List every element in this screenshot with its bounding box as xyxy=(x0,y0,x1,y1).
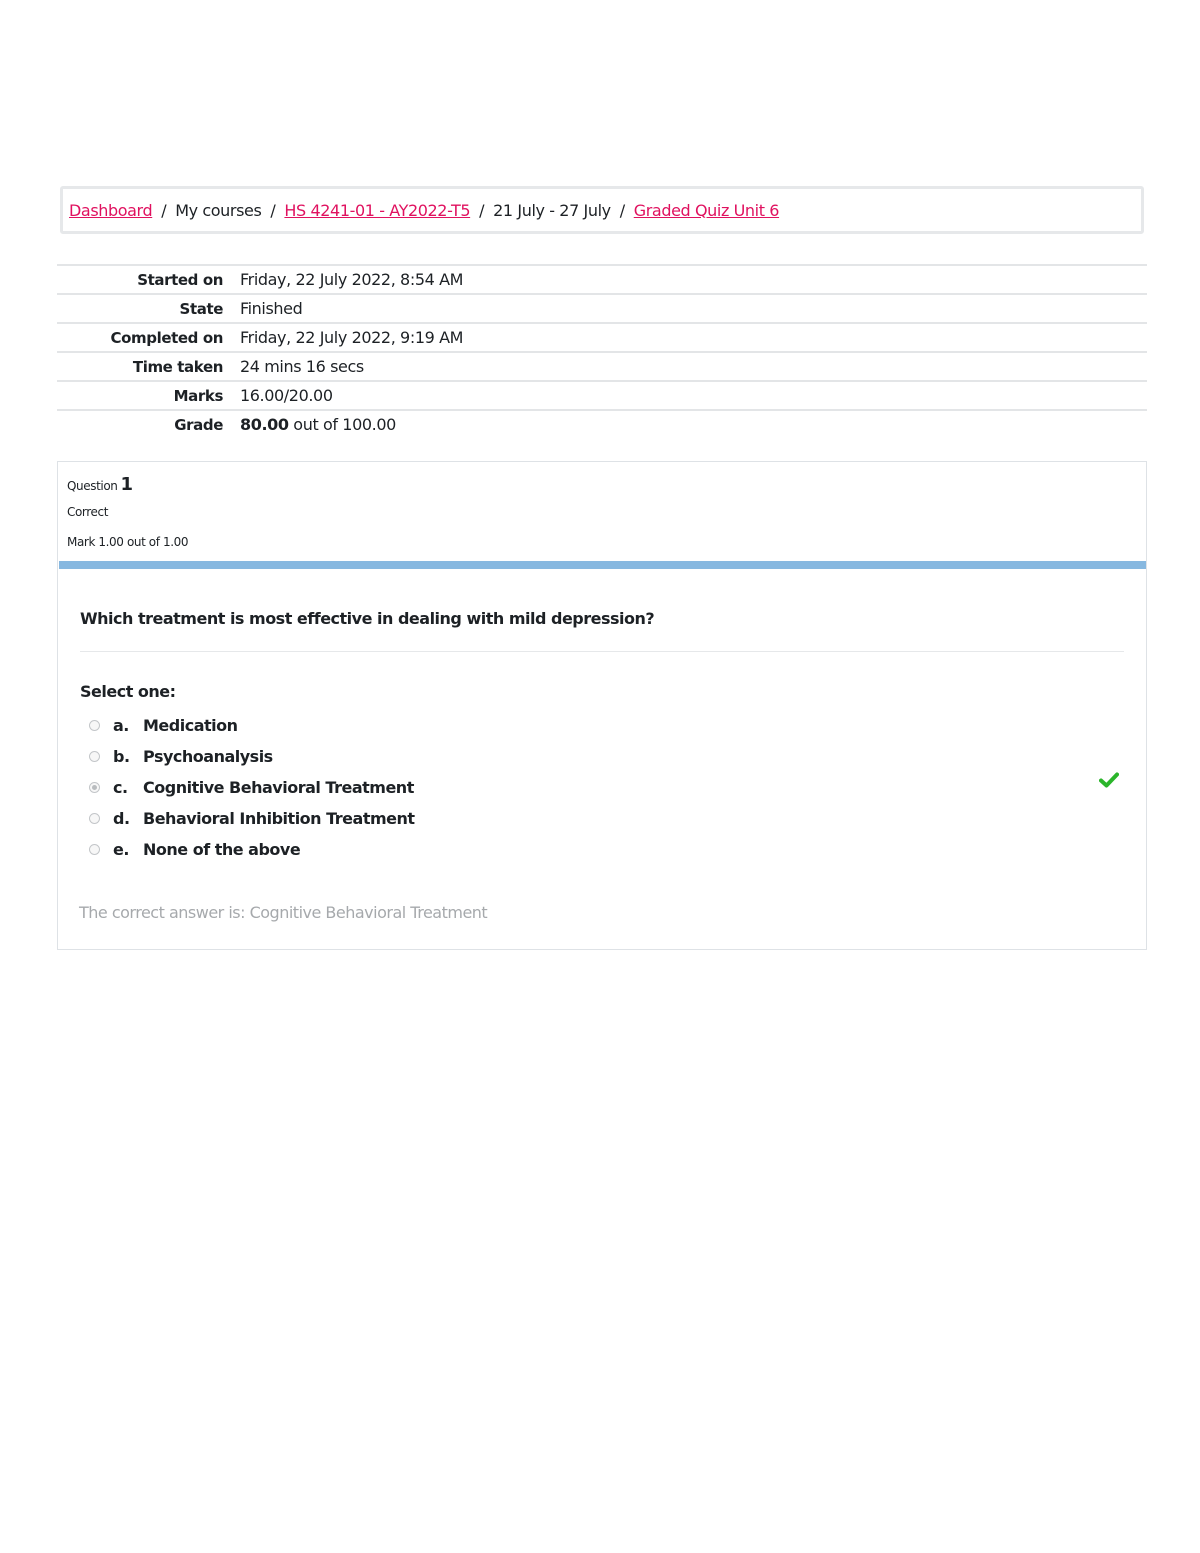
question-state: Correct xyxy=(67,505,108,519)
summary-value xyxy=(240,415,396,434)
radio-button[interactable] xyxy=(89,844,100,855)
summary-value: Friday, 22 July 2022, 9:19 AM xyxy=(240,328,464,347)
breadcrumb-dashboard-link[interactable]: Dashboard xyxy=(69,200,153,220)
radio-button[interactable] xyxy=(89,720,100,731)
answer-text: None of the above xyxy=(143,840,301,859)
summary-value: 24 mins 16 secs xyxy=(240,357,364,376)
answer-option-d[interactable] xyxy=(89,803,415,834)
breadcrumb-week: 21 July - 27 July xyxy=(493,200,611,220)
divider xyxy=(80,651,1124,652)
summary-label: Started on xyxy=(137,270,223,289)
radio-button[interactable] xyxy=(89,813,100,824)
breadcrumb-separator: / xyxy=(619,200,625,220)
breadcrumb-separator: / xyxy=(479,200,485,220)
answer-text: Medication xyxy=(143,716,238,735)
question-number xyxy=(67,474,133,495)
answer-letter: e. xyxy=(113,840,129,859)
question-number-value: 1 xyxy=(120,474,133,495)
summary-label: Grade xyxy=(174,415,223,434)
summary-row-marks xyxy=(57,380,1147,409)
breadcrumb-separator: / xyxy=(161,200,167,220)
summary-value: Finished xyxy=(240,299,303,318)
answer-option-c[interactable] xyxy=(89,772,415,803)
summary-row-grade xyxy=(57,409,1147,438)
answer-letter: d. xyxy=(113,809,130,828)
question-mark: Mark 1.00 out of 1.00 xyxy=(67,535,189,549)
check-icon xyxy=(1099,772,1119,788)
question-text: Which treatment is most effective in dealing with mild depression? xyxy=(80,609,655,628)
summary-label: Time taken xyxy=(132,357,223,376)
quiz-summary-table xyxy=(57,264,1147,438)
radio-button-selected[interactable] xyxy=(89,782,100,793)
summary-label: State xyxy=(179,299,223,318)
answer-letter: b. xyxy=(113,747,130,766)
answer-letter: a. xyxy=(113,716,129,735)
summary-value: Friday, 22 July 2022, 8:54 AM xyxy=(240,270,464,289)
grade-score: 80.00 xyxy=(240,415,289,434)
summary-label: Marks xyxy=(173,386,223,405)
summary-row-state xyxy=(57,293,1147,322)
answer-option-e[interactable] xyxy=(89,834,415,865)
answer-option-b[interactable] xyxy=(89,741,415,772)
summary-label: Completed on xyxy=(110,328,223,347)
question-label: Question xyxy=(67,479,118,493)
answer-list xyxy=(89,710,415,865)
answer-text: Cognitive Behavioral Treatment xyxy=(143,778,414,797)
question-formulation xyxy=(59,561,1146,886)
breadcrumb-my-courses: My courses xyxy=(175,200,262,220)
answer-option-a[interactable] xyxy=(89,710,415,741)
question-card xyxy=(57,461,1147,950)
breadcrumb-quiz-link[interactable]: Graded Quiz Unit 6 xyxy=(633,200,780,220)
breadcrumb xyxy=(60,186,1144,234)
answer-text: Behavioral Inhibition Treatment xyxy=(143,809,415,828)
correct-answer-feedback: The correct answer is: Cognitive Behavioral Treatment xyxy=(79,903,488,922)
radio-button[interactable] xyxy=(89,751,100,762)
summary-row-time xyxy=(57,351,1147,380)
answer-text: Psychoanalysis xyxy=(143,747,273,766)
grade-suffix: out of 100.00 xyxy=(288,415,396,434)
answer-letter: c. xyxy=(113,778,128,797)
breadcrumb-course-link[interactable]: HS 4241-01 - AY2022-T5 xyxy=(284,200,471,220)
summary-row-started xyxy=(57,264,1147,293)
breadcrumb-separator: / xyxy=(270,200,276,220)
answer-prompt: Select one: xyxy=(80,682,176,701)
summary-value: 16.00/20.00 xyxy=(240,386,333,405)
summary-row-completed xyxy=(57,322,1147,351)
